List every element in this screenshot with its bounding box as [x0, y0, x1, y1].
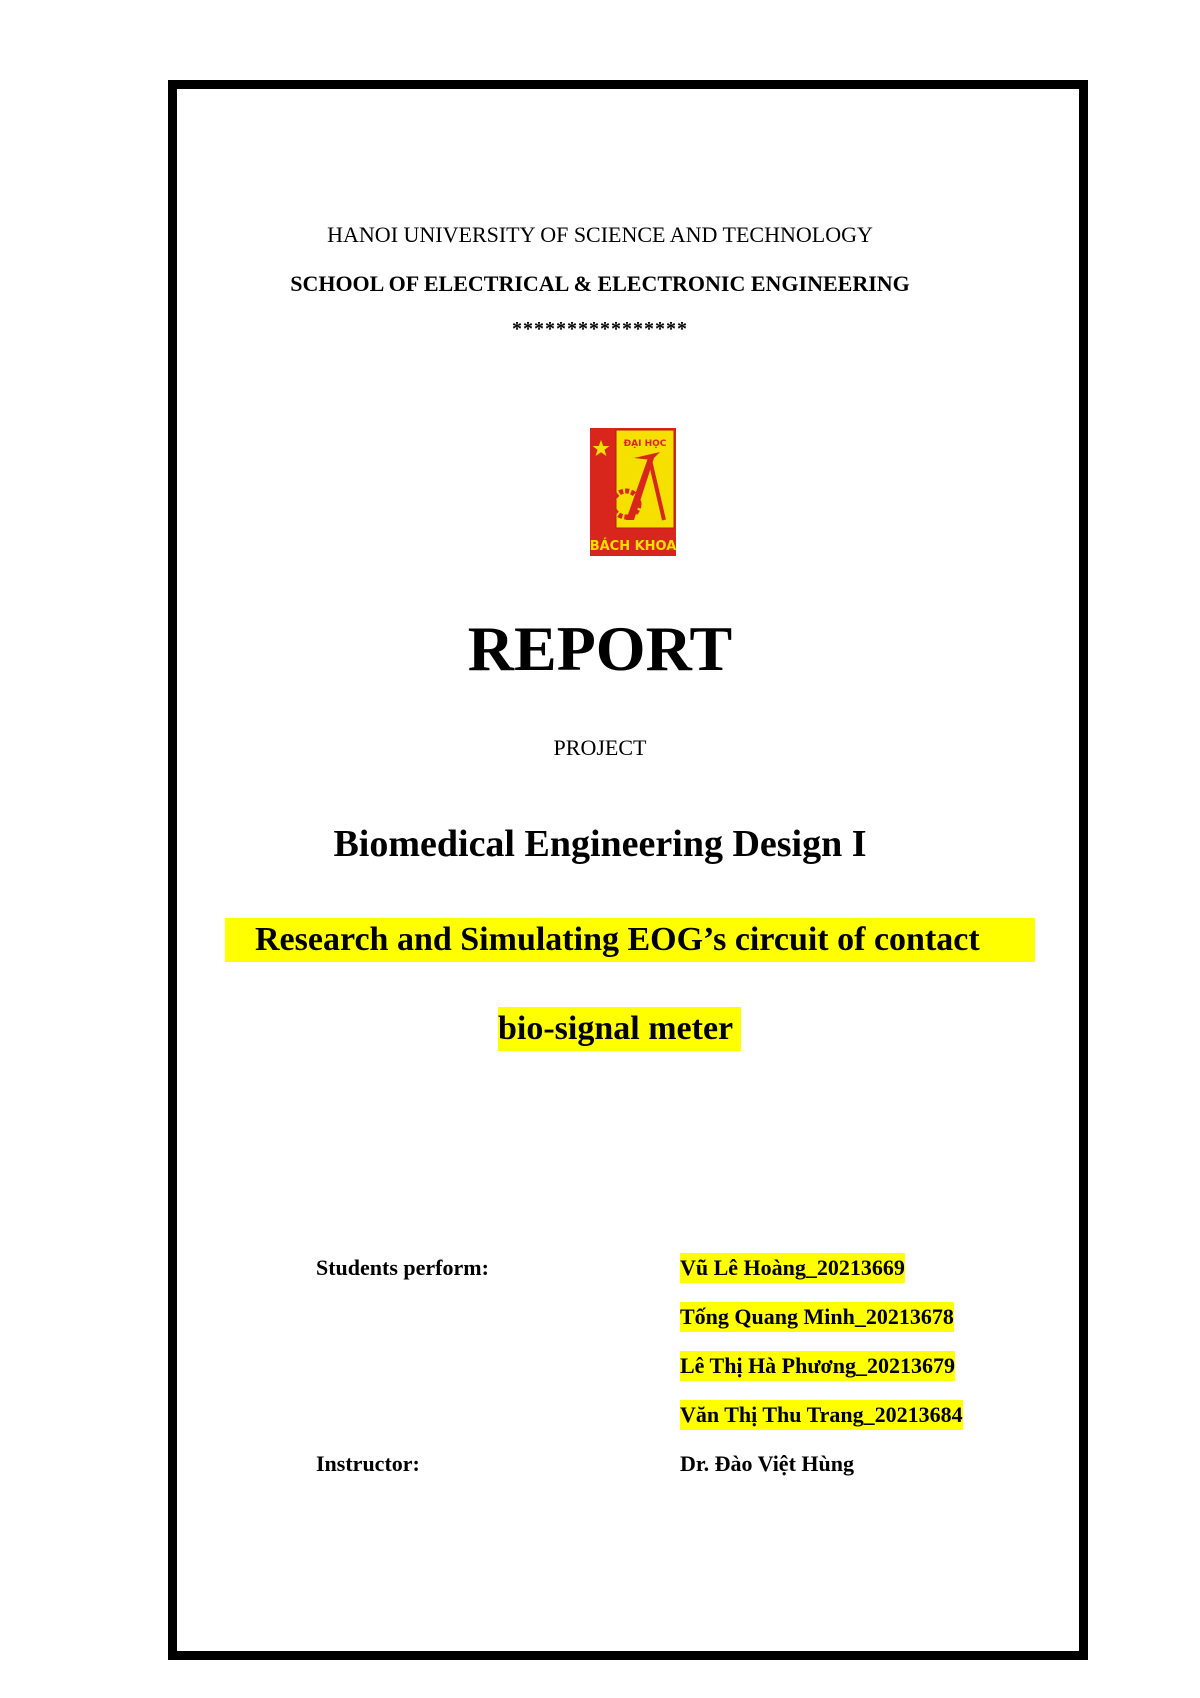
project-label: PROJECT	[553, 735, 647, 760]
course-title: Biomedical Engineering Design I	[333, 823, 867, 865]
school-name: SCHOOL OF ELECTRICAL & ELECTRONIC ENGINEERING	[290, 271, 910, 296]
student-name: Tống Quang Minh_20213678	[680, 1302, 954, 1332]
university-name: HANOI UNIVERSITY OF SCIENCE AND TECHNOLOGY	[327, 222, 873, 247]
report-heading: REPORT	[467, 613, 733, 684]
logo-bottom-text: BÁCH KHOA	[590, 539, 676, 554]
university-logo	[590, 428, 676, 556]
instructor-label: Instructor:	[316, 1451, 420, 1476]
star-divider: ****************	[512, 318, 688, 340]
project-title-line1-text: Research and Simulating EOG’s circuit of contact	[255, 921, 980, 958]
students-label: Students perform:	[316, 1255, 489, 1280]
student-name: Văn Thị Thu Trang_20213684	[680, 1400, 963, 1430]
project-title-line2: bio-signal meter	[498, 1007, 741, 1051]
instructor-name: Dr. Đào Việt Hùng	[680, 1451, 854, 1476]
project-title-line1	[225, 918, 1035, 962]
logo-top-text: ĐẠI HỌC	[623, 439, 667, 449]
student-name: Vũ Lê Hoàng_20213669	[680, 1253, 905, 1283]
student-name: Lê Thị Hà Phương_20213679	[680, 1351, 955, 1381]
